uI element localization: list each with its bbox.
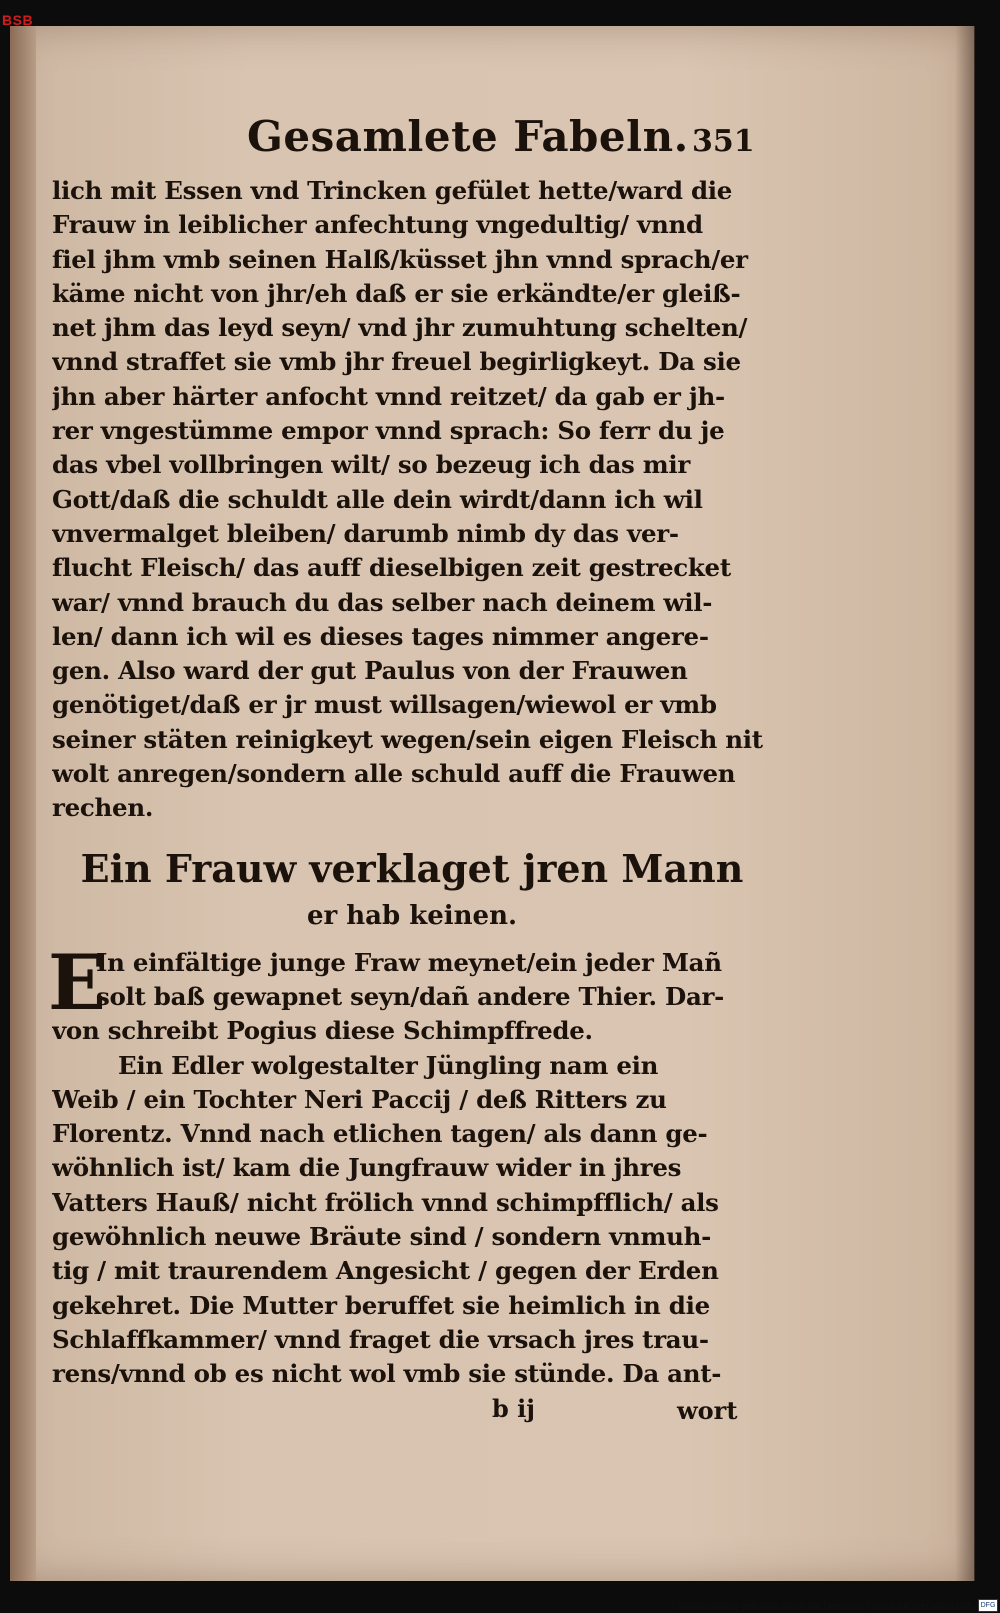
text-line: gekehret. Die Mutter beruffet sie heimlich in die: [52, 1290, 710, 1320]
text-line: wöhnlich ist/ kam die Jungfrauw wider in jhres: [52, 1153, 682, 1183]
text-line: solt baß gewapnet seyn/dañ andere Thier. Dar-: [96, 981, 725, 1011]
text-line: seiner stäten reinigkeyt wegen/sein eigen Fleisch nit: [52, 724, 763, 754]
text-line: Weib / ein Tochter Neri Paccij / deß Ritters zu: [52, 1084, 667, 1114]
page-header: [52, 112, 772, 174]
text-line: vnvermalget bleiben/ darumb nimb dy das ver-: [52, 518, 679, 548]
funding-credit: Digitalisierung gefördert durch die Deutsche Forschungsgemeinschaft -: [678, 1601, 978, 1612]
text-line: Ein Edler wolgestalter Jüngling nam ein: [118, 1050, 659, 1080]
text-line: genötiget/daß er jr must willsagen/wiewol er vmb: [52, 690, 717, 720]
signature-mark: b ij: [492, 1393, 535, 1423]
text-line: rens/vnnd ob es nicht wol vmb sie stünde. Da ant-: [52, 1359, 722, 1389]
text-line: gewöhnlich neuwe Bräute sind / sondern vnmuh-: [52, 1222, 712, 1252]
page-gutter: [10, 26, 36, 1581]
drop-cap: E: [48, 937, 106, 1027]
section-heading: Ein Frauw verklaget jren Mann: [80, 845, 744, 891]
text-line: fiel jhm vmb seinen Halß/küsset jhn vnnd sprach/er: [52, 244, 748, 274]
running-head: Gesamlete Fabeln.: [247, 112, 689, 161]
page-edge-shadow: [955, 26, 975, 1581]
text-line: Frauw in leiblicher anfechtung vngedultig/ vnnd: [52, 210, 703, 240]
text-block: [48, 112, 772, 1432]
text-line: lich mit Essen vnd Trincken gefület hette/ward die: [52, 176, 733, 205]
page-footer: [52, 1392, 772, 1432]
text-line: das vbel vollbringen wilt/ so bezeug ich das mir: [52, 450, 691, 480]
text-line: net jhm das leyd seyn/ vnd jhr zumuhtung schelten/: [52, 313, 748, 343]
paragraph-top: [52, 174, 772, 826]
text-line: käme nicht von jhr/eh daß er sie erkändte/er gleiß-: [52, 278, 741, 308]
text-line: len/ dann ich wil es dieses tages nimmer angere-: [52, 621, 709, 651]
text-line: flucht Fleisch/ das auff dieselbigen zeit gestrecket: [52, 553, 731, 583]
library-logo: BSB: [2, 12, 34, 28]
dfg-logo: DFG: [978, 1599, 998, 1612]
text-line: vnnd straffet sie vmb jhr freuel begirligkeyt. Da sie: [52, 347, 741, 377]
text-line: jhn aber härter anfocht vnnd reitzet/ da gab er jh-: [52, 381, 725, 411]
page-number: 351: [692, 124, 755, 159]
paragraph-bottom: [52, 1049, 772, 1392]
text-line: von schreibt Pogius diese Schimpffrede.: [52, 1016, 593, 1046]
text-line: In einfältige junge Fraw meynet/ein jeder Mañ: [96, 947, 722, 977]
text-line: Vatters Hauß/ nicht frölich vnnd schimpfflich/ als: [52, 1187, 719, 1217]
text-line: gen. Also ward der gut Paulus von der Frauwen: [52, 656, 688, 686]
catchword: wort: [677, 1395, 738, 1425]
text-line: Gott/daß die schuldt alle dein wirdt/dann ich wil: [52, 484, 703, 514]
text-line: rechen.: [52, 793, 154, 823]
text-line: Florentz. Vnnd nach etlichen tagen/ als dann ge-: [52, 1119, 708, 1149]
text-line: rer vngestümme empor vnnd sprach: So ferr du je: [52, 416, 725, 446]
text-line: war/ vnnd brauch du das selber nach deinem wil-: [52, 587, 713, 617]
paragraph-opening: [48, 937, 772, 1049]
section-heading-continued: er hab keinen.: [306, 900, 518, 931]
text-line: tig / mit traurendem Angesicht / gegen der Erden: [52, 1256, 719, 1286]
text-line: wolt anregen/sondern alle schuld auff die Frauwen: [52, 759, 736, 789]
text-line: Schlaffkammer/ vnnd fraget die vrsach jres trau-: [52, 1324, 709, 1354]
